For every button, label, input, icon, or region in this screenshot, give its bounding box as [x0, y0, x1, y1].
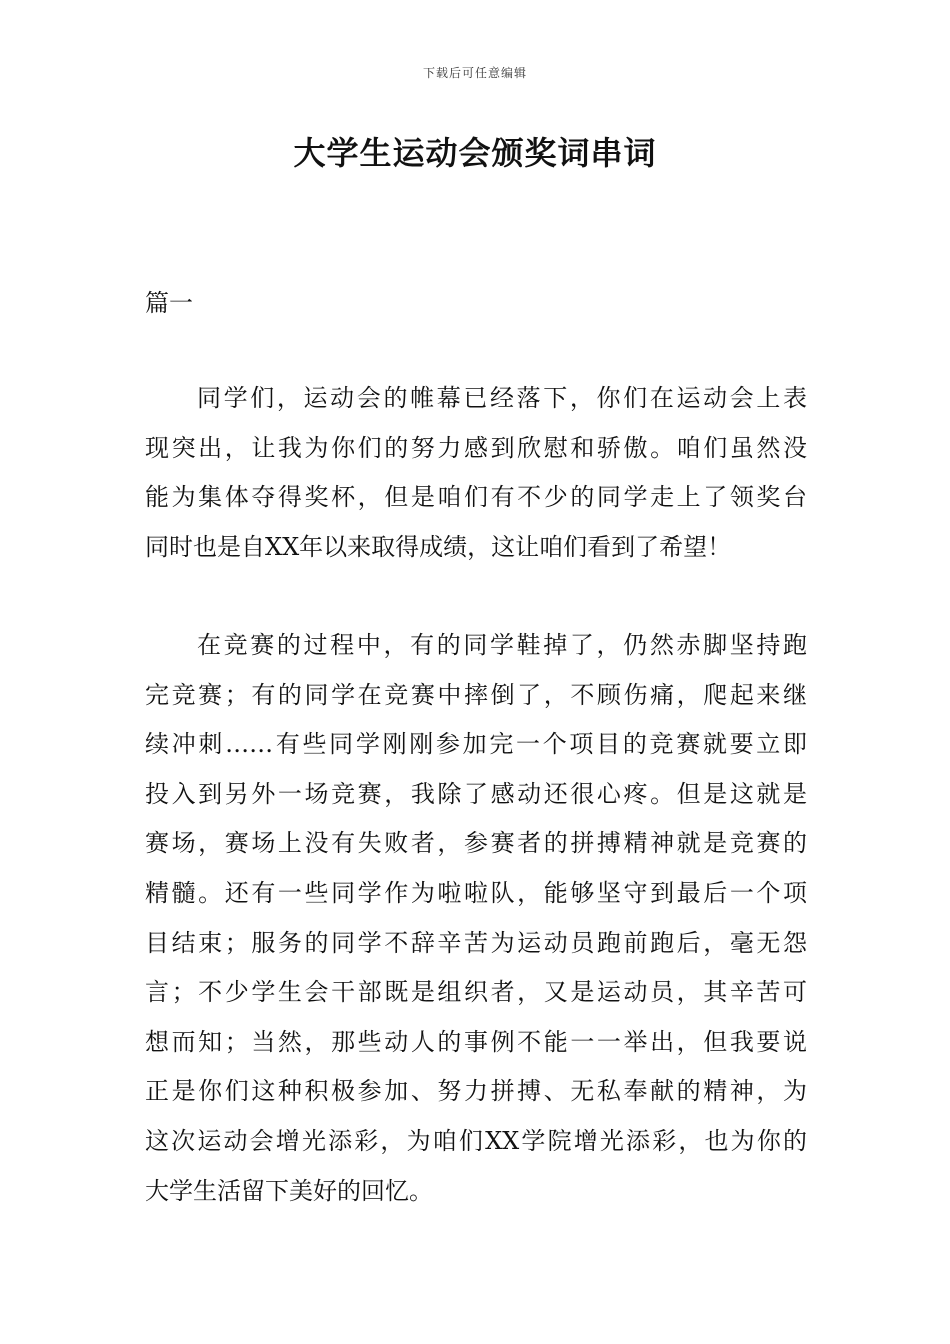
- paragraph-line: 能为集体夺得奖杯，但是咱们有不少的同学走上了领奖台: [145, 483, 807, 512]
- paragraph-line: 续冲刺……有些同学刚刚参加完一个项目的竞赛就要立即: [145, 730, 807, 759]
- paragraph-1: [145, 374, 807, 572]
- paragraph-line: 现突出，让我为你们的努力感到欣慰和骄傲。咱们虽然没: [145, 433, 807, 462]
- paragraph-line: 精髓。还有一些同学作为啦啦队，能够坚守到最后一个项: [145, 878, 807, 907]
- header-note: 下载后可任意编辑: [422, 66, 527, 80]
- paragraph-2: [145, 621, 807, 1216]
- paragraph-line: 投入到另外一场竞赛，我除了感动还很心疼。但是这就是: [145, 779, 807, 808]
- paragraph-line: 正是你们这种积极参加、努力拼搏、无私奉献的精神，为: [145, 1077, 807, 1106]
- paragraph-line: 同学们，运动会的帷幕已经落下，你们在运动会上表: [197, 384, 807, 412]
- paragraph-line: 想而知；当然，那些动人的事例不能一一举出，但我要说: [145, 1027, 807, 1056]
- paragraph-line: 完竞赛；有的同学在竞赛中摔倒了，不顾伤痛，爬起来继: [145, 680, 807, 709]
- paragraph-line: 同时也是自XX年以来取得成绩，这让咱们看到了希望！: [145, 532, 732, 561]
- document-title: 大学生运动会颁奖词串词: [293, 134, 657, 172]
- paragraph-line: 在竞赛的过程中，有的同学鞋掉了，仍然赤脚坚持跑: [197, 631, 807, 659]
- section-label: 篇一: [145, 289, 193, 317]
- paragraph-line: 目结束；服务的同学不辞辛苦为运动员跑前跑后，毫无怨: [145, 928, 807, 957]
- paragraph-line: 赛场，赛场上没有失败者，参赛者的拼搏精神就是竞赛的: [145, 829, 807, 858]
- paragraph-line: 大学生活留下美好的回忆。: [145, 1176, 433, 1205]
- paragraph-line: 言；不少学生会干部既是组织者，又是运动员，其辛苦可: [145, 978, 807, 1007]
- paragraph-line: 这次运动会增光添彩，为咱们XX学院增光添彩，也为你的: [145, 1126, 807, 1155]
